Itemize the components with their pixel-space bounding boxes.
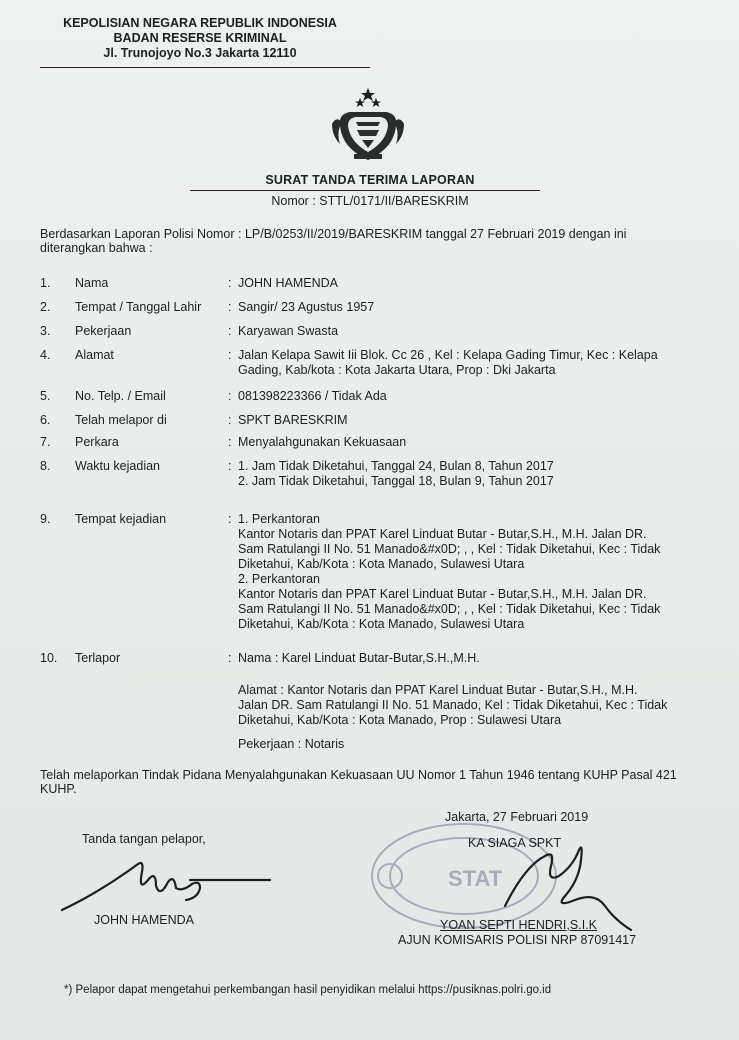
- item-value: Karyawan Swasta: [238, 324, 339, 338]
- item-colon: :: [228, 324, 232, 338]
- item-colon: :: [228, 512, 232, 526]
- item-value: JOHN HAMENDA: [238, 276, 339, 290]
- item-label: Perkara: [75, 435, 119, 449]
- item-number: 8.: [40, 459, 51, 473]
- officer-rank: AJUN KOMISARIS POLISI NRP 87091417: [398, 933, 637, 947]
- item-number: 3.: [40, 324, 51, 338]
- item-number: 6.: [40, 413, 51, 427]
- item-number: 10.: [40, 651, 58, 665]
- letterhead-address: Jl. Trunojoyo No.3 Jakarta 12110: [103, 46, 297, 60]
- title-underline: [190, 190, 540, 191]
- letterhead-line2: BADAN RESERSE KRIMINAL: [113, 31, 287, 45]
- letterhead-divider: [40, 67, 370, 68]
- item-colon: :: [228, 300, 232, 314]
- footnote: *) Pelapor dapat mengetahui perkembangan hasil penyidikan melalui https://pusiknas.polri.go.id: [64, 984, 552, 996]
- item-label: Terlapor: [75, 651, 121, 665]
- item-colon: :: [228, 459, 232, 473]
- reported-party-address: Alamat : Kantor Notaris dan PPAT Karel Linduat Butar - Butar,S.H., M.H. Jalan DR. Sam Ratulangi II No. 51 Manado, Kel : Tidak Diketahui, Kec : Tidak Diketahui, Kab/Kota : Kota Manado, Prop : Sulawesi Utara: [238, 683, 668, 727]
- item-label: Alamat: [75, 348, 114, 362]
- reporter-signature-label: Tanda tangan pelapor,: [82, 832, 206, 846]
- item-label: Pekerjaan: [75, 324, 132, 338]
- item-value: Sangir/ 23 Agustus 1957: [238, 300, 375, 314]
- reporter-name: JOHN HAMENDA: [94, 913, 195, 927]
- item-colon: :: [228, 389, 232, 403]
- reported-party-name: Nama : Karel Linduat Butar-Butar,S.H.,M.H.: [238, 651, 480, 665]
- item-label: Tempat kejadian: [75, 512, 167, 526]
- document-title: SURAT TANDA TERIMA LAPORAN: [265, 173, 475, 187]
- item-number: 7.: [40, 435, 51, 449]
- item-colon: :: [228, 276, 232, 290]
- intro-paragraph: Berdasarkan Laporan Polisi Nomor : LP/B/0253/II/2019/BARESKRIM tanggal 27 Februari 2019 dengan ini diterangkan bahwa :: [40, 227, 627, 255]
- item-value: 1. Perkantoran Kantor Notaris dan PPAT Karel Linduat Butar - Butar,S.H., M.H. Jalan DR. Sam Ratulangi II No. 51 Manado&#x0D; , , Kel : Tidak Diketahui, Kec : Tidak Diketahui, Kab/Kota : Kota Manado, Sulawesi Utara 2. Perkantoran Kantor Notaris dan PPAT Karel Linduat Butar - Butar,S.H., M.H. Jalan DR. Sam Ratulangi II No. 51 Manado&#x0D; , , Kel : Tidak Diketahui, Kec : Tidak Diketahui, Kab/Kota : Kota Manado, Sulawesi Utara: [238, 512, 661, 631]
- item-number: 4.: [40, 348, 51, 362]
- document-number: Nomor : STTL/0171/II/BARESKRIM: [271, 194, 469, 208]
- item-colon: :: [228, 435, 232, 449]
- item-label: Tempat / Tanggal Lahir: [75, 300, 202, 314]
- reporter-signature-icon: [60, 852, 280, 922]
- item-colon: :: [228, 413, 232, 427]
- item-label: Telah melapor di: [75, 413, 167, 427]
- item-value: SPKT BARESKRIM: [238, 413, 348, 427]
- officer-name: YOAN SEPTI HENDRI,S.I.K: [440, 918, 597, 932]
- item-number: 2.: [40, 300, 51, 314]
- item-label: Waktu kejadian: [75, 459, 160, 473]
- item-colon: :: [228, 651, 232, 665]
- item-number: 1.: [40, 276, 51, 290]
- item-label: Nama: [75, 276, 109, 290]
- item-value: 081398223366 / Tidak Ada: [238, 389, 387, 403]
- reported-party-job: Pekerjaan : Notaris: [238, 737, 345, 751]
- letterhead: [40, 16, 360, 61]
- letterhead-line1: KEPOLISIAN NEGARA REPUBLIK INDONESIA: [63, 16, 337, 30]
- item-value: 1. Jam Tidak Diketahui, Tanggal 24, Bulan 8, Tahun 2017 2. Jam Tidak Diketahui, Tanggal 18, Bulan 9, Tahun 2017: [238, 459, 554, 488]
- place-date: Jakarta, 27 Februari 2019: [445, 810, 589, 824]
- officer-title: KA SIAGA SPKT: [468, 836, 562, 850]
- police-emblem-icon: [330, 86, 406, 164]
- item-number: 9.: [40, 512, 51, 526]
- item-colon: :: [228, 348, 232, 362]
- stamp-text: STAT: [448, 866, 503, 891]
- item-number: 5.: [40, 389, 51, 403]
- item-value: Jalan Kelapa Sawit Iii Blok. Cc 26 , Kel : Kelapa Gading Timur, Kec : Kelapa Gading, Kab/kota : Kota Jakarta Utara, Prop : Dki Jakarta: [238, 348, 658, 377]
- item-value: Menyalahgunakan Kekuasaan: [238, 435, 407, 449]
- item-label: No. Telp. / Email: [75, 389, 166, 403]
- closing-statement: Telah melaporkan Tindak Pidana Menyalahgunakan Kekuasaan UU Nomor 1 Tahun 1946 tentang KUHP Pasal 421 KUHP.: [40, 768, 677, 796]
